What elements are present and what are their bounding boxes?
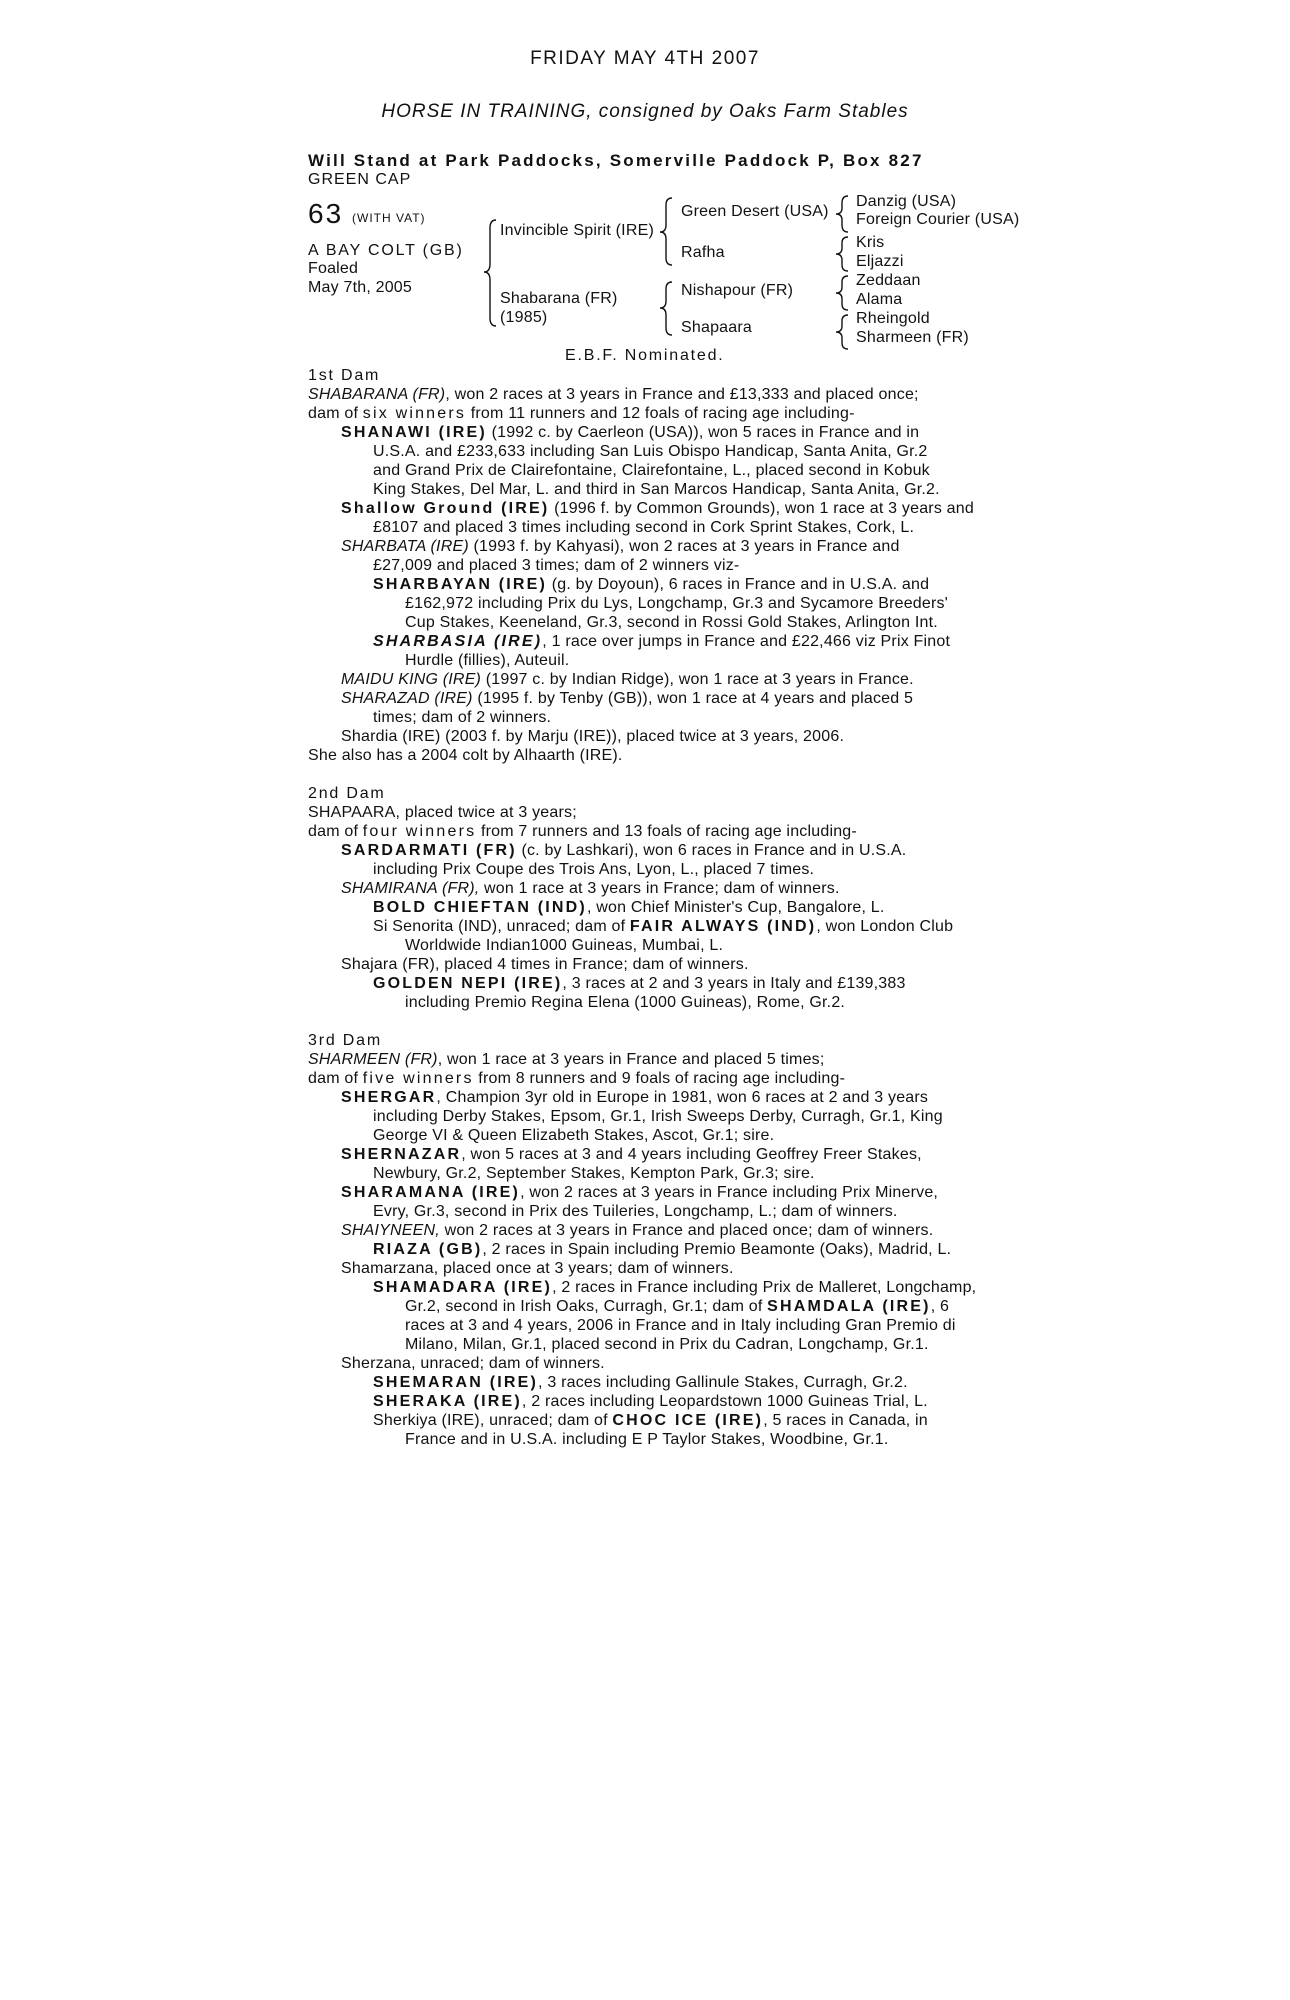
dam-line: King Stakes, Del Mar, L. and third in San Marcos Handicap, Santa Anita, Gr.2. bbox=[373, 481, 940, 498]
dam-line: Milano, Milan, Gr.1, placed second in Prix du Cadran, Longchamp, Gr.1. bbox=[405, 1336, 929, 1353]
dam-line: dam of six winners from 11 runners and 12 foals of racing age including- bbox=[308, 405, 855, 422]
dam-line: RIAZA (GB), 2 races in Spain including Premio Beamonte (Oaks), Madrid, L. bbox=[373, 1241, 952, 1258]
dam-line: U.S.A. and £233,633 including San Luis Obispo Handicap, Santa Anita, Gr.2 bbox=[373, 443, 928, 460]
dam-line: SHARMEEN (FR), won 1 race at 3 years in France and placed 5 times; bbox=[308, 1051, 825, 1068]
vat-note: (WITH VAT) bbox=[352, 211, 426, 225]
dam-line: Sherzana, unraced; dam of winners. bbox=[341, 1355, 605, 1372]
dam-line: £27,009 and placed 3 times; dam of 2 winners viz- bbox=[373, 557, 740, 574]
dam-line: Gr.2, second in Irish Oaks, Curragh, Gr.1; dam of SHAMDALA (IRE), 6 bbox=[405, 1298, 950, 1315]
pedigree-g4: Eljazzi bbox=[856, 253, 904, 270]
dam-line: times; dam of 2 winners. bbox=[373, 709, 552, 726]
dam-line: SHARAMANA (IRE), won 2 races at 3 years in France including Prix Minerve, bbox=[341, 1184, 939, 1201]
dam-line: £8107 and placed 3 times including second in Cork Sprint Stakes, Cork, L. bbox=[373, 519, 915, 536]
dam-line: SHAPAARA, placed twice at 3 years; bbox=[308, 804, 577, 821]
dam-line: races at 3 and 4 years, 2006 in France and in Italy including Gran Premio di bbox=[405, 1317, 956, 1334]
pedigree-brackets bbox=[0, 0, 1290, 380]
dam-line: including Derby Stakes, Epsom, Gr.1, Irish Sweeps Derby, Curragh, Gr.1, King bbox=[373, 1108, 943, 1125]
dam-line: Shajara (FR), placed 4 times in France; dam of winners. bbox=[341, 956, 749, 973]
dam-line: BOLD CHIEFTAN (IND), won Chief Minister's Cup, Bangalore, L. bbox=[373, 899, 885, 916]
pedigree-g7: Rheingold bbox=[856, 310, 930, 327]
pedigree-g3: Kris bbox=[856, 234, 885, 251]
dam-line: Worldwide Indian1000 Guineas, Mumbai, L. bbox=[405, 937, 724, 954]
dam-line: GOLDEN NEPI (IRE), 3 races at 2 and 3 years in Italy and £139,383 bbox=[373, 975, 906, 992]
pedigree-g6: Alama bbox=[856, 291, 903, 308]
dam-line: SHARBATA (IRE) (1993 f. by Kahyasi), won 2 races at 3 years in France and bbox=[341, 538, 900, 555]
foaled-date: May 7th, 2005 bbox=[308, 279, 412, 296]
pedigree-g2: Foreign Courier (USA) bbox=[856, 211, 1020, 228]
dam-line: Hurdle (fillies), Auteuil. bbox=[405, 652, 570, 669]
ebf-note: E.B.F. Nominated. bbox=[565, 347, 725, 364]
dam-line: and Grand Prix de Clairefontaine, Clairefontaine, L., placed second in Kobuk bbox=[373, 462, 930, 479]
dam-line: SHARAZAD (IRE) (1995 f. by Tenby (GB)), won 1 race at 4 years and placed 5 bbox=[341, 690, 914, 707]
horse-description: A BAY COLT (GB) bbox=[308, 242, 464, 259]
pedigree-dam: Shabarana (FR) bbox=[500, 290, 618, 307]
dam-line: including Premio Regina Elena (1000 Guineas), Rome, Gr.2. bbox=[405, 994, 846, 1011]
pedigree-g5: Zeddaan bbox=[856, 272, 921, 289]
foaled-label: Foaled bbox=[308, 260, 359, 277]
dam-line: Si Senorita (IND), unraced; dam of FAIR ALWAYS (IND), won London Club bbox=[373, 918, 954, 935]
dam-line: SHAMIRANA (FR), won 1 race at 3 years in France; dam of winners. bbox=[341, 880, 840, 897]
dam-line: France and in U.S.A. including E P Taylor Stakes, Woodbine, Gr.1. bbox=[405, 1431, 889, 1448]
dam-line: SHANAWI (IRE) (1992 c. by Caerleon (USA)), won 5 races in France and in bbox=[341, 424, 920, 441]
dam-line: SHERGAR, Champion 3yr old in Europe in 1981, won 6 races at 2 and 3 years bbox=[341, 1089, 929, 1106]
dam-line: SHABARANA (FR), won 2 races at 3 years in France and £13,333 and placed once; bbox=[308, 386, 919, 403]
dam-line: Evry, Gr.3, second in Prix des Tuileries, Longchamp, L.; dam of winners. bbox=[373, 1203, 898, 1220]
stand-location: Will Stand at Park Paddocks, Somerville Paddock P, Box 827 bbox=[308, 151, 924, 170]
section-heading-1st-dam: 1st Dam bbox=[308, 367, 381, 384]
dam-line: Shallow Ground (IRE) (1996 f. by Common Grounds), won 1 race at 3 years and bbox=[341, 500, 974, 517]
dam-line: SHAIYNEEN, won 2 races at 3 years in France and placed once; dam of winners. bbox=[341, 1222, 934, 1239]
dam-line: George VI & Queen Elizabeth Stakes, Ascot, Gr.1; sire. bbox=[373, 1127, 775, 1144]
sale-date: FRIDAY MAY 4TH 2007 bbox=[530, 48, 760, 69]
pedigree-dam-dam: Shapaara bbox=[681, 319, 752, 336]
dam-line: including Prix Coupe des Trois Ans, Lyon, L., placed 7 times. bbox=[373, 861, 815, 878]
dam-line: Cup Stakes, Keeneland, Gr.3, second in Rossi Gold Stakes, Arlington Int. bbox=[405, 614, 938, 631]
dam-line: MAIDU KING (IRE) (1997 c. by Indian Ridge), won 1 race at 3 years in France. bbox=[341, 671, 914, 688]
dam-line: Shamarzana, placed once at 3 years; dam of winners. bbox=[341, 1260, 734, 1277]
pedigree-dam-year: (1985) bbox=[500, 309, 548, 326]
section-heading-3rd-dam: 3rd Dam bbox=[308, 1032, 382, 1049]
pedigree-sire: Invincible Spirit (IRE) bbox=[500, 222, 654, 239]
dam-line: SHEMARAN (IRE), 3 races including Gallinule Stakes, Curragh, Gr.2. bbox=[373, 1374, 908, 1391]
dam-line: She also has a 2004 colt by Alhaarth (IRE). bbox=[308, 747, 623, 764]
dam-line: SHERNAZAR, won 5 races at 3 and 4 years including Geoffrey Freer Stakes, bbox=[341, 1146, 922, 1163]
dam-line: SHAMADARA (IRE), 2 races in France including Prix de Malleret, Longchamp, bbox=[373, 1279, 977, 1296]
pedigree-dam-sire: Nishapour (FR) bbox=[681, 282, 794, 299]
lot-number: 63 bbox=[308, 198, 344, 229]
section-heading-2nd-dam: 2nd Dam bbox=[308, 785, 386, 802]
consignment-line: HORSE IN TRAINING, consigned by Oaks Farm Stables bbox=[381, 101, 909, 122]
dam-line: Newbury, Gr.2, September Stakes, Kempton Park, Gr.3; sire. bbox=[373, 1165, 815, 1182]
dam-line: Shardia (IRE) (2003 f. by Marju (IRE)), placed twice at 3 years, 2006. bbox=[341, 728, 845, 745]
pedigree-g8: Sharmeen (FR) bbox=[856, 329, 969, 346]
pedigree-sire-sire: Green Desert (USA) bbox=[681, 203, 829, 220]
dam-line: dam of four winners from 7 runners and 13 foals of racing age including- bbox=[308, 823, 857, 840]
dam-line: SHARBASIA (IRE), 1 race over jumps in France and £22,466 viz Prix Finot bbox=[373, 633, 951, 650]
dam-line: Sherkiya (IRE), unraced; dam of CHOC ICE (IRE), 5 races in Canada, in bbox=[373, 1412, 928, 1429]
dam-line: SHARBAYAN (IRE) (g. by Doyoun), 6 races in France and in U.S.A. and bbox=[373, 576, 930, 593]
dam-line: dam of five winners from 8 runners and 9 foals of racing age including- bbox=[308, 1070, 846, 1087]
dam-line: SARDARMATI (FR) (c. by Lashkari), won 6 races in France and in U.S.A. bbox=[341, 842, 907, 859]
cap-color: GREEN CAP bbox=[308, 171, 412, 188]
dam-line: £162,972 including Prix du Lys, Longchamp, Gr.3 and Sycamore Breeders' bbox=[405, 595, 948, 612]
pedigree-sire-dam: Rafha bbox=[681, 244, 725, 261]
pedigree-g1: Danzig (USA) bbox=[856, 193, 957, 210]
dam-line: SHERAKA (IRE), 2 races including Leopardstown 1000 Guineas Trial, L. bbox=[373, 1393, 928, 1410]
